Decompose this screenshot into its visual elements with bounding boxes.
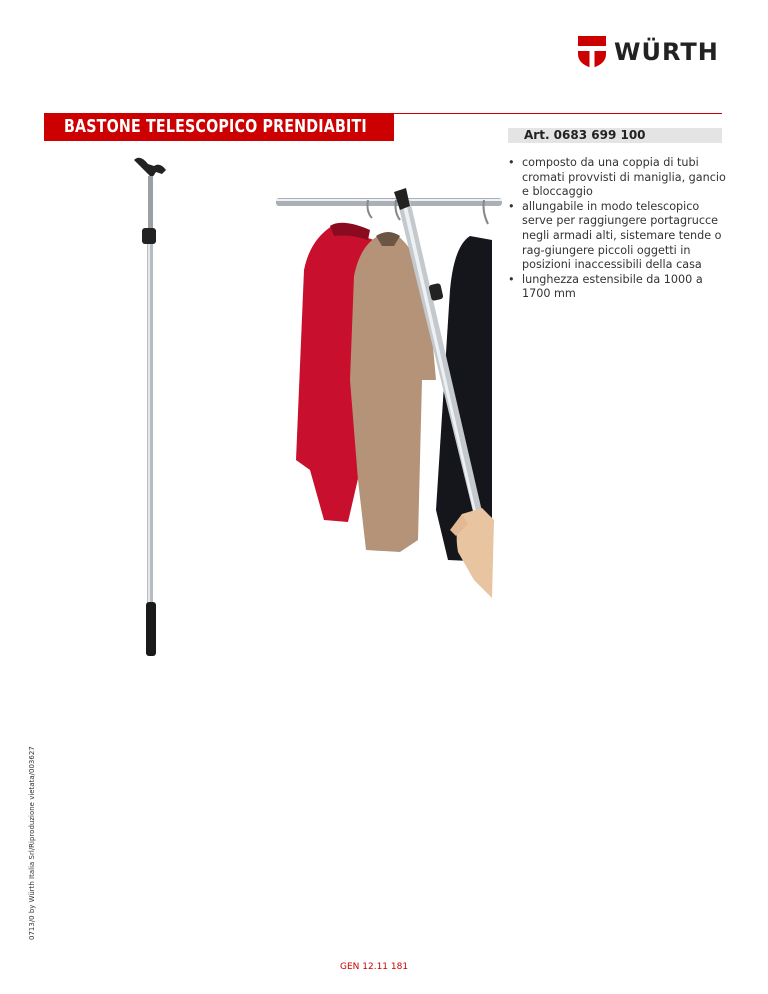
article-number: Art. 0683 699 100 bbox=[524, 128, 646, 142]
page-title: BASTONE TELESCOPICO PRENDIABITI bbox=[64, 116, 367, 137]
feature-list bbox=[508, 156, 728, 302]
title-rule bbox=[394, 113, 722, 114]
product-photo-pole bbox=[118, 150, 178, 660]
feature-item: • allungabile in modo telescopico serve per raggiungere portagrucce negli armadi alti, sistemare tende o rag-giungere piccoli oggetti in posizioni inaccessibili della casa bbox=[508, 200, 728, 273]
title-banner bbox=[44, 113, 394, 141]
wurth-logo-mark-icon bbox=[578, 36, 606, 68]
side-code: 0713/0 by Würth Italia Srl/Riproduzione vietata/003627 bbox=[28, 746, 36, 940]
product-photo-rack bbox=[270, 180, 510, 600]
wurth-logo bbox=[578, 36, 719, 68]
brand-name: WÜRTH bbox=[614, 38, 719, 66]
feature-item: • composto da una coppia di tubi cromati provvisti di maniglia, gancio e bloccaggio bbox=[508, 156, 728, 200]
footer-code: GEN 12.11 181 bbox=[340, 962, 409, 972]
feature-item: • lunghezza estensibile da 1000 a 1700 mm bbox=[508, 273, 728, 302]
article-box bbox=[508, 128, 722, 143]
